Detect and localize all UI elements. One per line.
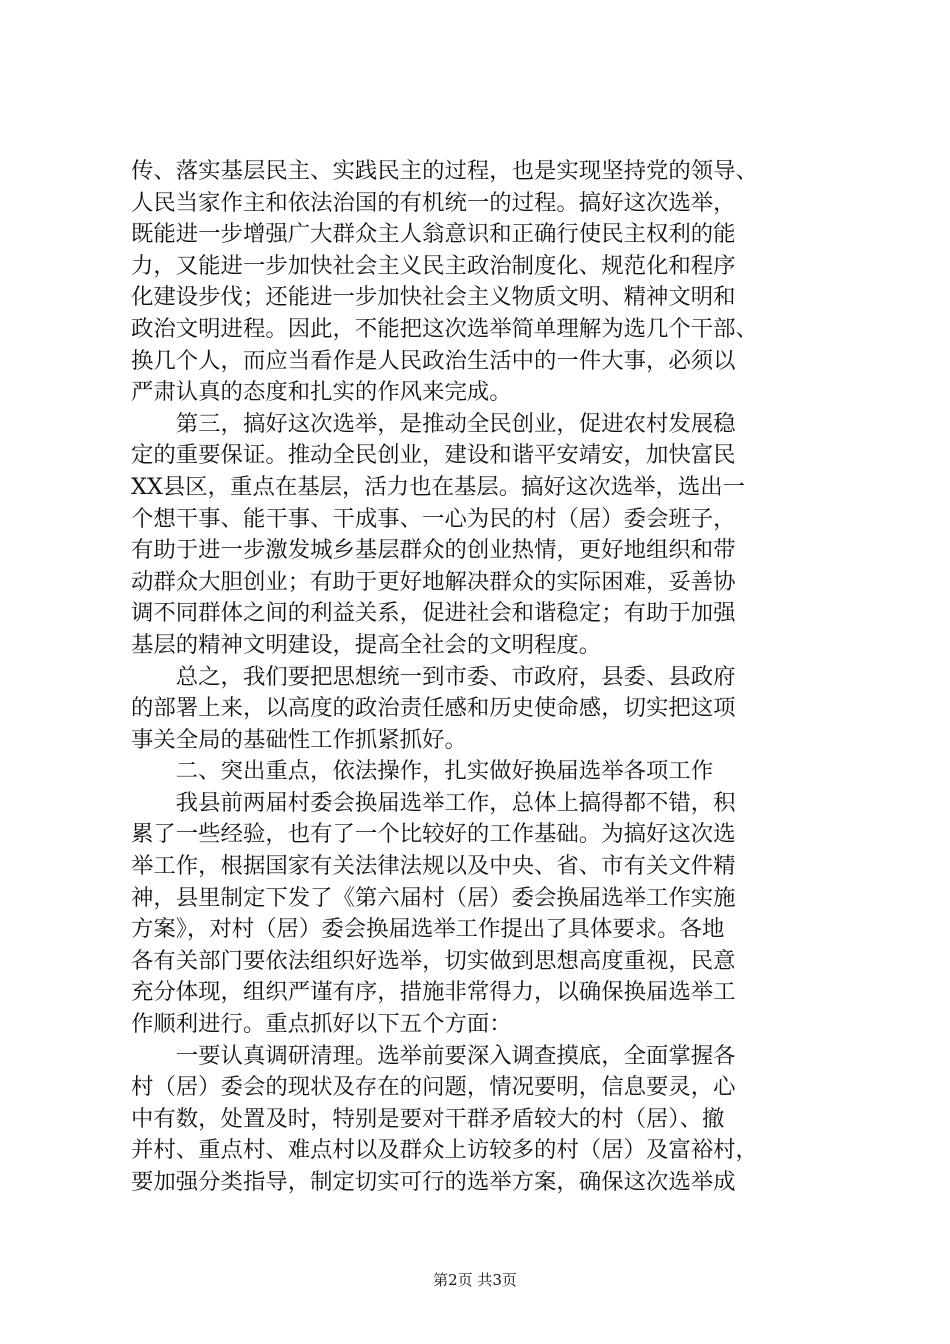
text-line: 化建设步伐；还能进一步加快社会主义物质文明、精神文明和 bbox=[131, 284, 736, 311]
text-line: 换几个人，而应当看作是人民政治生活中的一件大事，必须以 bbox=[131, 347, 736, 374]
text-line: 定的重要保证。推动全民创业，建设和谐平安靖安，加快富民 bbox=[131, 442, 736, 469]
text-line: 第三，搞好这次选举，是推动全民创业，促进农村发展稳 bbox=[131, 410, 736, 437]
text-line: 基层的精神文明建设，提高全社会的文明程度。 bbox=[131, 631, 602, 658]
text-line: 动群众大胆创业；有助于更好地解决群众的实际困难，妥善协 bbox=[131, 568, 736, 595]
text-line: 人民当家作主和依法治国的有机统一的过程。搞好这次选举， bbox=[131, 189, 736, 216]
text-line: 并村、重点村、难点村以及群众上访较多的村（居）及富裕村， bbox=[131, 1137, 758, 1164]
page-footer: 第2页 共3页 bbox=[433, 1271, 517, 1289]
text-line: 总之，我们要把思想统一到市委、市政府，县委、县政府 bbox=[131, 663, 736, 690]
text-line: XX县区，重点在基层，活力也在基层。搞好这次选举，选出一 bbox=[131, 473, 746, 500]
text-line: 调不同群体之间的利益关系，促进社会和谐稳定；有助于加强 bbox=[131, 600, 736, 627]
text-line: 方案》，对村（居）委会换届选举工作提出了具体要求。各地 bbox=[131, 916, 725, 943]
text-line: 传、落实基层民主、实践民主的过程，也是实现坚持党的领导、 bbox=[131, 158, 758, 184]
text-line: 有助于进一步激发城乡基层群众的创业热情，更好地组织和带 bbox=[131, 537, 736, 564]
text-line: 二、突出重点，依法操作，扎实做好换届选举各项工作 bbox=[131, 758, 714, 785]
text-line: 事关全局的基础性工作抓紧抓好。 bbox=[131, 726, 467, 753]
text-line: 政治文明进程。因此，不能把这次选举简单理解为选几个干部、 bbox=[131, 315, 758, 342]
text-line: 各有关部门要依法组织好选举，切实做到思想高度重视，民意 bbox=[131, 947, 736, 974]
text-line: 力，又能进一步加快社会主义民主政治制度化、规范化和程序 bbox=[131, 252, 736, 279]
text-line: 村（居）委会的现状及存在的问题，情况要明，信息要灵，心 bbox=[131, 1074, 736, 1101]
text-line: 中有数，处置及时，特别是要对干群矛盾较大的村（居）、撤 bbox=[131, 1105, 725, 1132]
text-line: 既能进一步增强广大群众主人翁意识和正确行使民主权利的能 bbox=[131, 221, 736, 248]
text-line: 神，县里制定下发了《第六届村（居）委会换届选举工作实施 bbox=[131, 884, 736, 911]
text-line: 要加强分类指导，制定切实可行的选举方案，确保这次选举成 bbox=[131, 1169, 736, 1195]
document-body bbox=[131, 156, 831, 1199]
text-line: 充分体现，组织严谨有序，措施非常得力，以确保换届选举工 bbox=[131, 979, 736, 1006]
text-line: 的部署上来，以高度的政治责任感和历史使命感，切实把这项 bbox=[131, 695, 736, 722]
text-line: 一要认真调研清理。选举前要深入调查摸底，全面掌握各 bbox=[131, 1042, 736, 1069]
text-line: 举工作，根据国家有关法律法规以及中央、省、市有关文件精 bbox=[131, 853, 736, 880]
text-line: 个想干事、能干事、干成事、一心为民的村（居）委会班子， bbox=[131, 505, 736, 532]
text-line: 累了一些经验，也有了一个比较好的工作基础。为搞好这次选 bbox=[131, 821, 736, 848]
text-line: 我县前两届村委会换届选举工作，总体上搞得都不错，积 bbox=[131, 789, 736, 816]
text-line: 严肃认真的态度和扎实的作风来完成。 bbox=[131, 379, 512, 406]
text-line: 作顺利进行。重点抓好以下五个方面： bbox=[131, 1011, 512, 1038]
